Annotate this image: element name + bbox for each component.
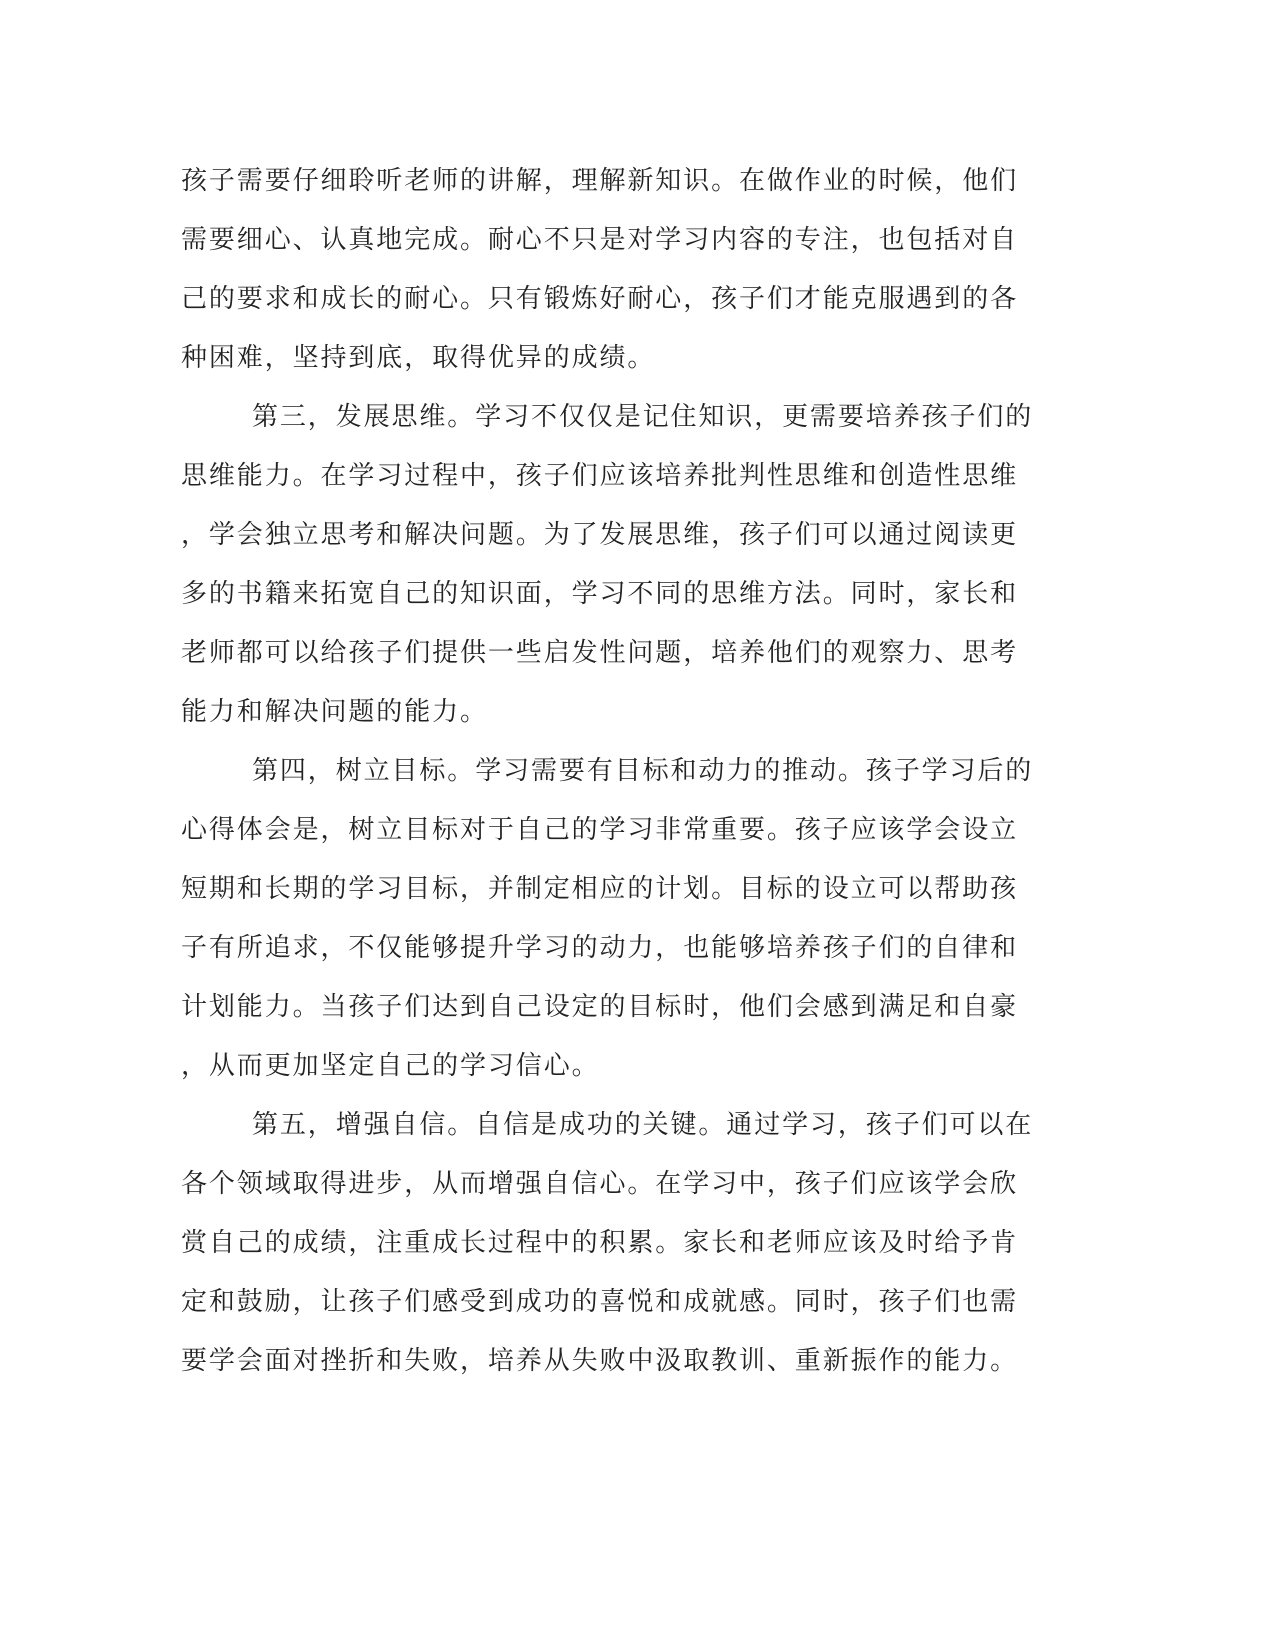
text-line: ，从而更加坚定自己的学习信心。: [181, 1051, 600, 1081]
text-line: 己的要求和成长的耐心。只有锻炼好耐心，孩子们才能克服遇到的各: [181, 284, 1019, 314]
text-line: 老师都可以给孩子们提供一些启发性问题，培养他们的观察力、思考: [181, 638, 1019, 668]
text-line: 思维能力。在学习过程中，孩子们应该培养批判性思维和创造性思维: [181, 461, 1019, 491]
text-line: 心得体会是，树立目标对于自己的学习非常重要。孩子应该学会设立: [181, 815, 1019, 845]
paragraph-first-line: 第五，增强自信。自信是成功的关键。通过学习，孩子们可以在: [252, 1110, 1034, 1140]
text-line: 种困难，坚持到底，取得优异的成绩。: [181, 343, 656, 373]
text-line: 短期和长期的学习目标，并制定相应的计划。目标的设立可以帮助孩: [181, 874, 1019, 904]
text-line: 计划能力。当孩子们达到自己设定的目标时，他们会感到满足和自豪: [181, 992, 1019, 1022]
text-line: 赏自己的成绩，注重成长过程中的积累。家长和老师应该及时给予肯: [181, 1228, 1019, 1258]
text-line: 各个领域取得进步，从而增强自信心。在学习中，孩子们应该学会欣: [181, 1169, 1019, 1199]
paragraph-first-line: 第四，树立目标。学习需要有目标和动力的推动。孩子学习后的: [252, 756, 1034, 786]
text-line: 需要细心、认真地完成。耐心不只是对学习内容的专注，也包括对自: [181, 225, 1019, 255]
text-line: 多的书籍来拓宽自己的知识面，学习不同的思维方法。同时，家长和: [181, 579, 1019, 609]
text-line: 定和鼓励，让孩子们感受到成功的喜悦和成就感。同时，孩子们也需: [181, 1287, 1019, 1317]
text-line: ，学会独立思考和解决问题。为了发展思维，孩子们可以通过阅读更: [181, 520, 1019, 550]
text-line: 子有所追求，不仅能够提升学习的动力，也能够培养孩子们的自律和: [181, 933, 1019, 963]
text-line: 要学会面对挫折和失败，培养从失败中汲取教训、重新振作的能力。: [181, 1346, 1019, 1376]
text-line: 能力和解决问题的能力。: [181, 697, 488, 727]
paragraph-first-line: 第三，发展思维。学习不仅仅是记住知识，更需要培养孩子们的: [252, 402, 1034, 432]
text-line: 孩子需要仔细聆听老师的讲解，理解新知识。在做作业的时候，他们: [181, 166, 1019, 196]
